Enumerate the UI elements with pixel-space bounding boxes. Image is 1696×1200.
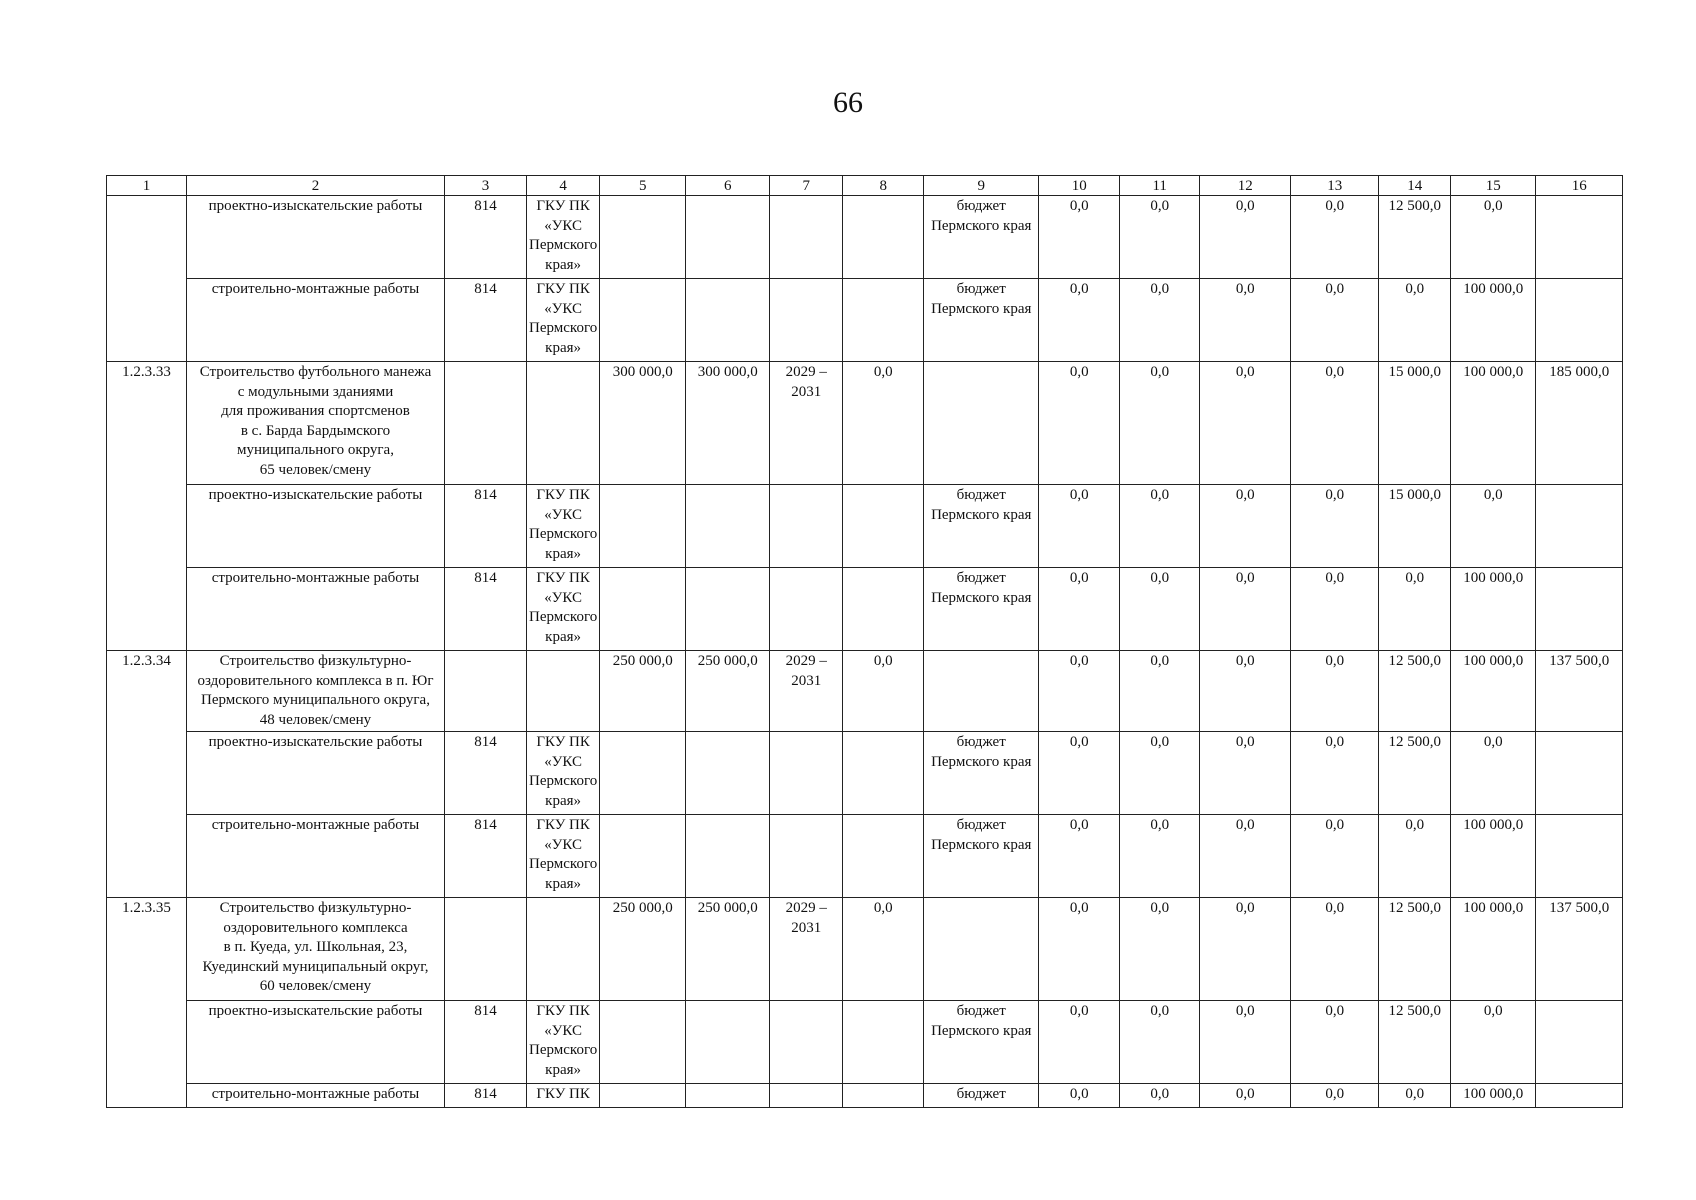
table-cell: 0,0 [1379,279,1451,362]
table-cell [445,898,527,1001]
table-cell: 0,0 [1039,732,1120,815]
table-cell: бюджет Пермского края [924,196,1039,279]
column-number: 5 [600,176,686,196]
table-cell: 0,0 [1291,485,1379,568]
table-cell: 100 000,0 [1451,279,1536,362]
table-cell [1536,196,1623,279]
table-cell: 0,0 [1291,196,1379,279]
table-cell: 0,0 [1039,651,1120,732]
table-cell [600,1001,686,1084]
table-cell [527,651,600,732]
table-cell: 2029 – 2031 [770,898,843,1001]
table-cell: 0,0 [1291,568,1379,651]
table-cell: 0,0 [1039,568,1120,651]
table-cell [1536,279,1623,362]
column-number: 14 [1379,176,1451,196]
column-number: 3 [445,176,527,196]
table-cell: 137 500,0 [1536,651,1623,732]
table-cell [843,1084,924,1108]
column-number: 1 [107,176,187,196]
table-cell: 12 500,0 [1379,732,1451,815]
table-cell: бюджет Пермского края [924,732,1039,815]
table-cell: 814 [445,485,527,568]
table-cell: ГКУ ПК «УКС Пермского края» [527,485,600,568]
table-cell: 0,0 [1200,1084,1291,1108]
table-cell [843,1001,924,1084]
budget-table [106,175,1623,1108]
table-cell: 0,0 [1039,362,1120,485]
table-cell: 0,0 [1451,196,1536,279]
table-cell: 12 500,0 [1379,898,1451,1001]
work-type-row [107,1001,1623,1084]
table-cell [770,815,843,898]
table-cell: 0,0 [843,362,924,485]
table-cell [843,815,924,898]
table-cell: ГКУ ПК «УКС Пермского края» [527,1001,600,1084]
table-cell [107,279,187,362]
table-cell: строительно-монтажные работы [187,279,445,362]
table-cell [107,485,187,568]
table-cell: бюджет Пермского края [924,568,1039,651]
table-cell: 0,0 [1200,196,1291,279]
table-cell: 0,0 [1039,1084,1120,1108]
table-cell [924,898,1039,1001]
table-cell: 814 [445,1001,527,1084]
object-row [107,898,1623,1001]
table-cell: Строительство футбольного манежа с модульными зданиями для проживания спортсменов в с. Барда Бардымского муниципального округа, 65 человек/смену [187,362,445,485]
table-cell: 0,0 [1120,485,1200,568]
table-cell [1536,732,1623,815]
column-number: 7 [770,176,843,196]
work-type-row [107,279,1623,362]
table-cell: 0,0 [1291,1001,1379,1084]
work-type-row [107,485,1623,568]
table-cell [843,279,924,362]
table-cell: 0,0 [1120,196,1200,279]
table-cell [843,568,924,651]
table-cell [107,1001,187,1084]
table-cell: 0,0 [1120,732,1200,815]
table-cell [1536,568,1623,651]
table-cell: 0,0 [1200,279,1291,362]
table-cell [686,1084,770,1108]
table-cell [600,196,686,279]
table-cell [445,651,527,732]
table-cell [527,898,600,1001]
table-cell: проектно-изыскательские работы [187,196,445,279]
table-cell: 814 [445,732,527,815]
column-number: 15 [1451,176,1536,196]
table-cell: 1.2.3.33 [107,362,187,485]
table-cell: 0,0 [1120,815,1200,898]
column-number: 2 [187,176,445,196]
table-cell: 250 000,0 [600,898,686,1001]
table-cell [770,279,843,362]
work-type-row [107,568,1623,651]
object-row [107,362,1623,485]
table-cell: ГКУ ПК [527,1084,600,1108]
table-cell: бюджет Пермского края [924,279,1039,362]
table-cell [686,732,770,815]
table-cell [107,732,187,815]
table-cell [686,815,770,898]
table-cell: 0,0 [1120,1001,1200,1084]
table-cell: 250 000,0 [686,651,770,732]
table-cell: 0,0 [843,898,924,1001]
table-cell: 300 000,0 [686,362,770,485]
table-cell [843,196,924,279]
table-cell: 0,0 [843,651,924,732]
table-cell: Строительство физкультурно- оздоровительного комплекса в п. Куеда, ул. Школьная, 23, Куединский муниципальный округ, 60 человек/смену [187,898,445,1001]
table-cell: 0,0 [1200,568,1291,651]
table-cell: 0,0 [1039,196,1120,279]
table-cell: строительно-монтажные работы [187,1084,445,1108]
table-cell [686,485,770,568]
table-cell: 0,0 [1379,568,1451,651]
table-cell: ГКУ ПК «УКС Пермского края» [527,815,600,898]
table-cell: 0,0 [1451,732,1536,815]
table-cell [924,362,1039,485]
table-cell: строительно-монтажные работы [187,568,445,651]
table-cell [107,1084,187,1108]
table-cell [770,732,843,815]
column-number: 10 [1039,176,1120,196]
table-cell [686,279,770,362]
table-cell: 0,0 [1291,898,1379,1001]
table-cell: проектно-изыскательские работы [187,485,445,568]
table-cell: 0,0 [1200,485,1291,568]
table-cell: 0,0 [1120,279,1200,362]
table-cell [107,568,187,651]
table-cell [770,196,843,279]
object-row [107,651,1623,732]
table-cell: 100 000,0 [1451,1084,1536,1108]
table-cell: 0,0 [1291,732,1379,815]
table-cell: 250 000,0 [686,898,770,1001]
table-cell [843,485,924,568]
table-cell: 0,0 [1200,1001,1291,1084]
table-cell: бюджет Пермского края [924,1001,1039,1084]
table-cell: 0,0 [1291,815,1379,898]
table-cell: ГКУ ПК «УКС Пермского края» [527,732,600,815]
table-cell: 12 500,0 [1379,1001,1451,1084]
table-cell: бюджет Пермского края [924,485,1039,568]
column-number: 11 [1120,176,1200,196]
table-cell [770,485,843,568]
table-cell: 0,0 [1379,815,1451,898]
table-cell [600,732,686,815]
table-cell: 0,0 [1291,362,1379,485]
table-cell [686,196,770,279]
table-cell: проектно-изыскательские работы [187,1001,445,1084]
work-type-row [107,815,1623,898]
table-cell: 1.2.3.35 [107,898,187,1001]
table-cell: строительно-монтажные работы [187,815,445,898]
column-number-row [107,176,1623,196]
table-cell: 100 000,0 [1451,815,1536,898]
work-type-row [107,196,1623,279]
table-cell: 0,0 [1200,898,1291,1001]
table-cell: 15 000,0 [1379,362,1451,485]
table-cell: 0,0 [1039,898,1120,1001]
table-cell: 0,0 [1120,568,1200,651]
table-cell: Строительство физкультурно- оздоровительного комплекса в п. Юг Пермского муниципального округа, 48 человек/смену [187,651,445,732]
table-cell: 0,0 [1200,732,1291,815]
table-cell: ГКУ ПК «УКС Пермского края» [527,196,600,279]
table-cell: 814 [445,279,527,362]
table-cell: 100 000,0 [1451,651,1536,732]
table-cell [1536,485,1623,568]
page-number: 66 [833,86,863,119]
table-cell: 1.2.3.34 [107,651,187,732]
table-cell [770,1084,843,1108]
table-cell: 12 500,0 [1379,196,1451,279]
table-cell: 814 [445,196,527,279]
column-number: 13 [1291,176,1379,196]
table-cell: бюджет Пермского края [924,815,1039,898]
table-cell: 0,0 [1120,898,1200,1001]
table-cell: ГКУ ПК «УКС Пермского края» [527,279,600,362]
table-cell: проектно-изыскательские работы [187,732,445,815]
table-cell: 137 500,0 [1536,898,1623,1001]
table-cell [686,568,770,651]
table-cell [600,815,686,898]
table-cell: 0,0 [1039,1001,1120,1084]
table-cell: 0,0 [1379,1084,1451,1108]
work-type-row [107,1084,1623,1108]
table-cell: 2029 – 2031 [770,651,843,732]
table-cell: 0,0 [1200,362,1291,485]
table-cell: 0,0 [1039,815,1120,898]
work-type-row [107,732,1623,815]
column-number: 12 [1200,176,1291,196]
table-cell: 185 000,0 [1536,362,1623,485]
table-cell [1536,1001,1623,1084]
column-number: 8 [843,176,924,196]
table-cell: 0,0 [1451,1001,1536,1084]
table-cell [107,196,187,279]
table-cell [445,362,527,485]
table-cell [843,732,924,815]
table-cell: 100 000,0 [1451,362,1536,485]
table-cell: бюджет [924,1084,1039,1108]
table-cell: 100 000,0 [1451,898,1536,1001]
table-cell [770,1001,843,1084]
table-cell [770,568,843,651]
column-number: 16 [1536,176,1623,196]
table-cell [924,651,1039,732]
column-number: 4 [527,176,600,196]
table-cell [1536,1084,1623,1108]
table-cell: 814 [445,1084,527,1108]
table-cell [107,815,187,898]
table-cell: 300 000,0 [600,362,686,485]
table-cell: 0,0 [1039,279,1120,362]
table-cell: 0,0 [1291,1084,1379,1108]
table-cell: 0,0 [1120,651,1200,732]
table-cell: 15 000,0 [1379,485,1451,568]
table-cell: 0,0 [1291,651,1379,732]
table-cell: 814 [445,815,527,898]
table-cell: 0,0 [1120,1084,1200,1108]
table-cell [1536,815,1623,898]
table-cell: 0,0 [1451,485,1536,568]
table-cell [600,485,686,568]
table-cell: 12 500,0 [1379,651,1451,732]
table-cell: 0,0 [1291,279,1379,362]
table-cell [600,568,686,651]
table-cell: 250 000,0 [600,651,686,732]
table-cell: 0,0 [1039,485,1120,568]
table-cell: 100 000,0 [1451,568,1536,651]
table-cell [600,279,686,362]
table-cell: 0,0 [1120,362,1200,485]
table-cell: 0,0 [1200,815,1291,898]
table-cell: ГКУ ПК «УКС Пермского края» [527,568,600,651]
column-number: 6 [686,176,770,196]
column-number: 9 [924,176,1039,196]
table-cell [600,1084,686,1108]
table-cell [527,362,600,485]
table-cell: 0,0 [1200,651,1291,732]
table-cell [686,1001,770,1084]
table-cell: 2029 – 2031 [770,362,843,485]
table-cell: 814 [445,568,527,651]
